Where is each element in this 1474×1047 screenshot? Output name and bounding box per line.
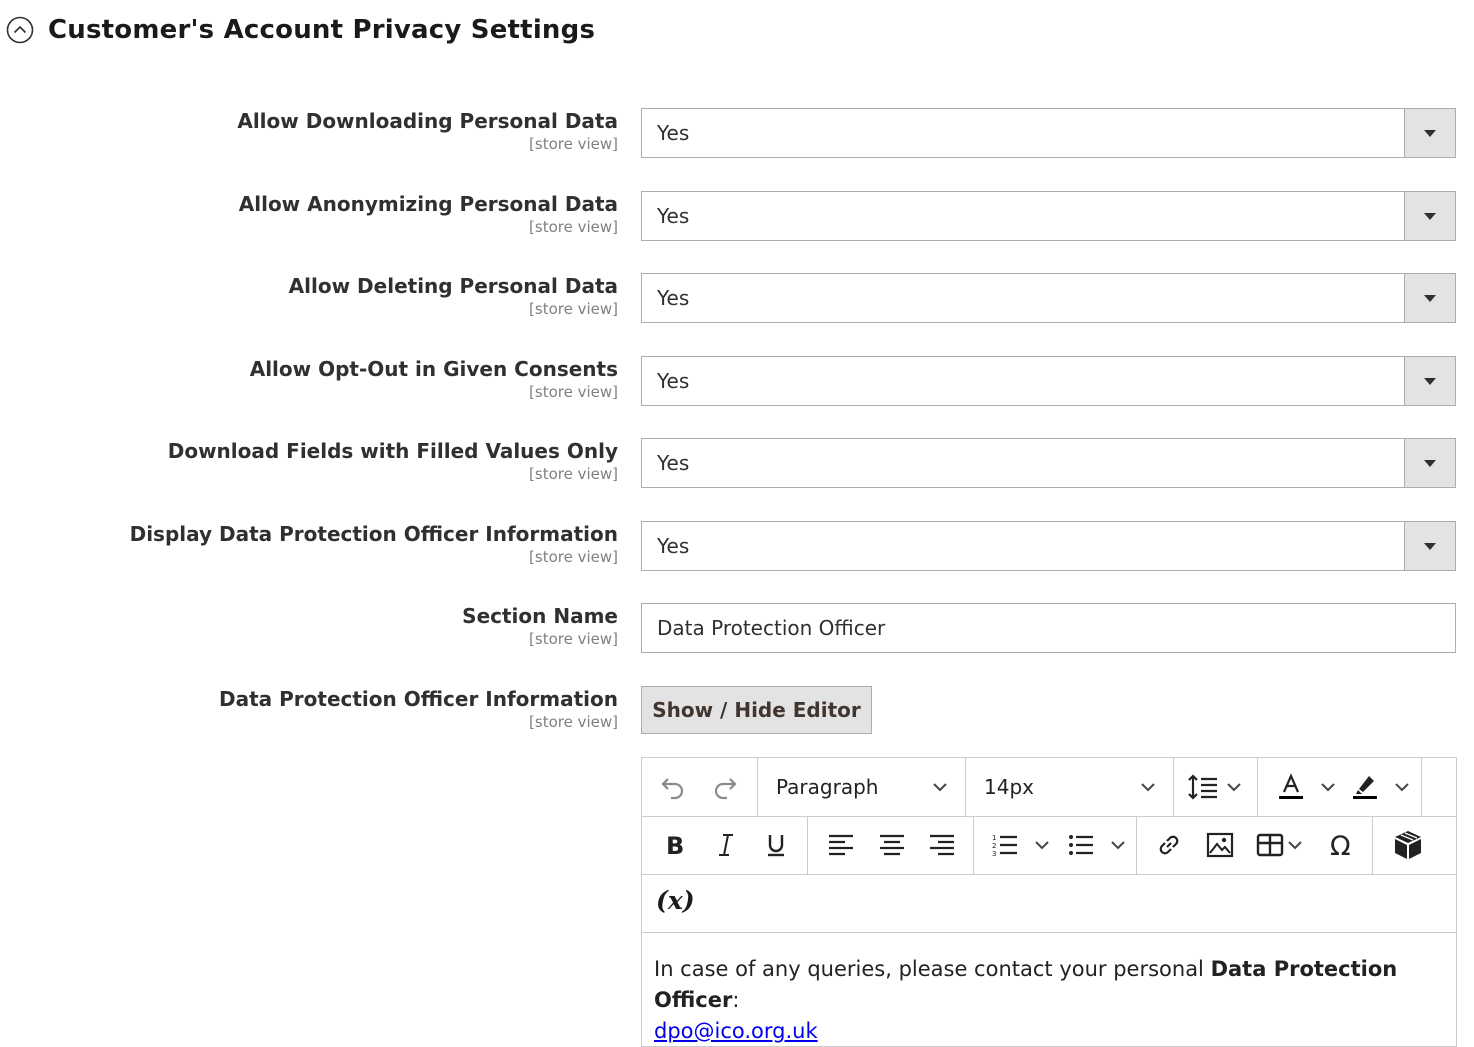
italic-button[interactable] [709, 829, 743, 861]
align-left-button[interactable] [824, 829, 858, 861]
scope-label: [store view] [529, 713, 618, 731]
select-value: Yes [657, 369, 690, 393]
underline-button[interactable] [759, 829, 793, 861]
select-value: Yes [657, 451, 690, 475]
allow-anonymizing-select[interactable] [641, 191, 1456, 241]
underline-icon [764, 832, 788, 858]
section-title: Customer's Account Privacy Settings [48, 15, 596, 45]
insert-widget-button[interactable] [1391, 829, 1425, 861]
bold-button[interactable] [658, 829, 692, 861]
chevron-down-icon [1110, 838, 1126, 852]
caret-down-icon [1424, 378, 1436, 385]
field-label: Data Protection Officer Information [219, 687, 618, 711]
chevron-down-icon [1226, 780, 1242, 794]
text-color-icon [1276, 772, 1306, 802]
dropdown-button[interactable] [1404, 357, 1455, 405]
undo-icon [659, 773, 687, 801]
redo-icon [711, 773, 739, 801]
field-label: Allow Deleting Personal Data [288, 274, 618, 298]
select-value: Yes [657, 204, 690, 228]
svg-text:Ω: Ω [1330, 831, 1351, 859]
alignment-group [808, 816, 974, 874]
omega-icon [1328, 831, 1356, 859]
link-icon [1155, 831, 1183, 859]
download-filled-only-select[interactable] [641, 438, 1456, 488]
dropdown-button[interactable] [1404, 274, 1455, 322]
text-color-button[interactable] [1274, 771, 1308, 803]
font-size-dropdown[interactable] [966, 758, 1174, 816]
select-value: Yes [657, 121, 690, 145]
chevron-down-icon [1287, 838, 1303, 852]
align-right-button[interactable] [925, 829, 959, 861]
scope-label: [store view] [529, 548, 618, 566]
undo-button[interactable] [656, 771, 690, 803]
widget-cube-icon [1391, 828, 1425, 862]
chevron-down-icon [1320, 780, 1336, 794]
highlighter-icon [1350, 772, 1380, 802]
svg-text:2: 2 [992, 842, 997, 850]
align-center-button[interactable] [875, 829, 909, 861]
insert-group [1137, 816, 1373, 874]
text-style-group [642, 816, 808, 874]
editor-toolbar-row-2 [642, 816, 1456, 875]
svg-text:1: 1 [992, 834, 997, 842]
field-label: Allow Downloading Personal Data [237, 109, 618, 133]
block-format-dropdown[interactable] [758, 758, 966, 816]
editor-toolbar-row-3 [642, 874, 1456, 933]
caret-down-icon [1424, 295, 1436, 302]
field-label: Display Data Protection Officer Information [129, 522, 618, 546]
caret-down-icon [1424, 460, 1436, 467]
line-height-icon [1187, 773, 1219, 801]
editor-toolbar-row-1 [642, 758, 1456, 817]
dropdown-button[interactable] [1404, 109, 1455, 157]
line-height-button[interactable] [1186, 771, 1220, 803]
insert-link-button[interactable] [1152, 829, 1186, 861]
content-colon: : [732, 988, 740, 1012]
allow-opt-out-select[interactable] [641, 356, 1456, 406]
section-header[interactable] [6, 10, 595, 50]
block-format-value: Paragraph [776, 775, 879, 799]
field-label: Allow Anonymizing Personal Data [238, 192, 618, 216]
field-label: Allow Opt-Out in Given Consents [249, 357, 618, 381]
dropdown-button[interactable] [1404, 439, 1455, 487]
bullet-list-icon [1067, 832, 1095, 858]
show-hide-editor-button[interactable]: Show / Hide Editor [641, 686, 872, 734]
scope-label: [store view] [529, 630, 618, 648]
italic-icon [714, 832, 738, 858]
font-size-value: 14px [984, 775, 1034, 799]
display-dpo-info-select[interactable] [641, 521, 1456, 571]
caret-down-icon [1424, 543, 1436, 550]
chevron-down-icon [1034, 838, 1050, 852]
dpo-email-link[interactable]: dpo@ico.org.uk [654, 1019, 818, 1043]
svg-text:3: 3 [992, 850, 997, 858]
insert-image-button[interactable] [1203, 829, 1237, 861]
list-group [974, 816, 1137, 874]
chevron-down-icon [1140, 780, 1156, 794]
special-character-button[interactable] [1325, 829, 1359, 861]
image-icon [1206, 831, 1234, 859]
scope-label: [store view] [529, 465, 618, 483]
svg-text:B: B [666, 832, 685, 858]
align-center-icon [878, 833, 906, 857]
allow-downloading-select[interactable] [641, 108, 1456, 158]
numbered-list-icon [991, 832, 1019, 858]
editor-content[interactable] [654, 954, 1436, 1047]
content-bold-text: Data Protection Officer [654, 957, 1398, 1012]
caret-down-icon [1424, 130, 1436, 137]
numbered-list-button[interactable] [988, 829, 1022, 861]
collapse-circle-icon[interactable] [6, 16, 34, 44]
align-left-icon [827, 833, 855, 857]
table-icon [1256, 832, 1284, 858]
content-text: In case of any queries, please contact your personal [654, 957, 1211, 981]
align-right-icon [928, 833, 956, 857]
scope-label: [store view] [529, 218, 618, 236]
scope-label: [store view] [529, 383, 618, 401]
dropdown-button[interactable] [1404, 192, 1455, 240]
field-label: Download Fields with Filled Values Only [167, 439, 618, 463]
highlight-color-button[interactable] [1348, 771, 1382, 803]
insert-table-button[interactable] [1253, 829, 1287, 861]
redo-button[interactable] [708, 771, 742, 803]
select-value: Yes [657, 534, 690, 558]
chevron-down-icon [1394, 780, 1410, 794]
scope-label: [store view] [529, 135, 618, 153]
allow-deleting-select[interactable] [641, 273, 1456, 323]
caret-down-icon [1424, 213, 1436, 220]
insert-variable-button[interactable]: (x) [656, 886, 695, 915]
history-group [642, 758, 758, 816]
scope-label: [store view] [529, 300, 618, 318]
bullet-list-button[interactable] [1064, 829, 1098, 861]
field-label: Section Name [462, 604, 618, 628]
select-value: Yes [657, 286, 690, 310]
section-name-input[interactable] [641, 603, 1456, 653]
widget-group [1373, 816, 1456, 874]
color-group [1258, 758, 1422, 816]
wysiwyg-editor[interactable] [641, 757, 1457, 1047]
chevron-down-icon [932, 780, 948, 794]
line-height-dropdown[interactable] [1174, 758, 1258, 816]
dropdown-button[interactable] [1404, 522, 1455, 570]
bold-icon [663, 832, 687, 858]
